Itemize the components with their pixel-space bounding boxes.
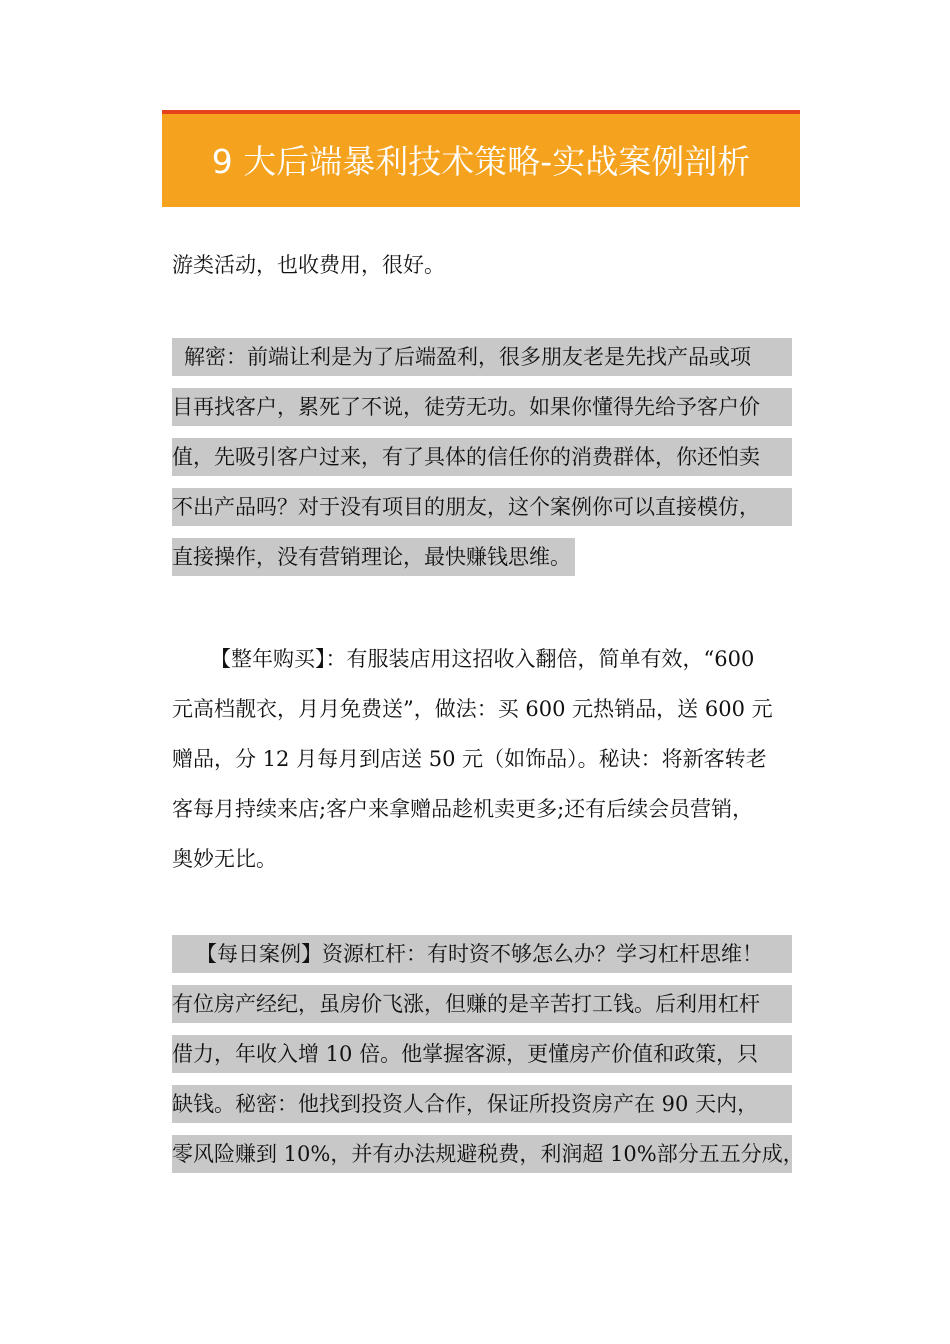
secret-line-3: 值，先吸引客户过来，有了具体的信任你的消费群体，你还怕卖 — [172, 438, 792, 476]
annual-line-2: 元高档靓衣，月月免费送”，做法：买 600 元热销品，送 600 元 — [172, 697, 773, 721]
secret-line-5: 直接操作，没有营销理论，最快赚钱思维。 — [172, 538, 575, 576]
header-banner — [162, 110, 800, 207]
secret-line-2: 目再找客户，累死了不说，徒劳无功。如果你懂得先给予客户价 — [172, 388, 792, 426]
daily-line-4: 缺钱。秘密：他找到投资人合作，保证所投资房产在 90 天内， — [172, 1085, 792, 1123]
annual-line-4: 客每月持续来店;客户来拿赠品趁机卖更多;还有后续会员营销， — [172, 797, 754, 821]
secret-line-1: 解密：前端让利是为了后端盈利，很多朋友老是先找产品或项 — [172, 338, 792, 376]
daily-line-1: 【每日案例】资源杠杆：有时资不够怎么办？学习杠杆思维！ — [172, 935, 792, 973]
daily-line-2: 有位房产经纪，虽房价飞涨，但赚的是辛苦打工钱。后利用杠杆 — [172, 985, 792, 1023]
secret-paragraph — [172, 338, 792, 588]
annual-line-5: 奥妙无比。 — [172, 847, 277, 871]
daily-case-paragraph — [172, 935, 804, 1185]
intro-line-1: 游类活动，也收费用，很好。 — [172, 253, 445, 277]
annual-line-1: 【整年购买】：有服装店用这招收入翻倍，简单有效，“600 — [210, 647, 755, 671]
annual-purchase-paragraph — [172, 640, 792, 890]
daily-line-5: 零风险赚到 10%，并有办法规避税费，利润超 10%部分五五分成， — [172, 1135, 792, 1173]
annual-line-3: 赠品，分 12 月每月到店送 50 元（如饰品）。秘诀：将新客转老 — [172, 747, 767, 771]
banner-title: 9 大后端暴利技术策略-实战案例剖析 — [211, 142, 751, 181]
secret-line-4: 不出产品吗？对于没有项目的朋友，这个案例你可以直接模仿， — [172, 488, 792, 526]
daily-line-3: 借力，年收入增 10 倍。他掌握客源，更懂房产价值和政策，只 — [172, 1035, 792, 1073]
intro-paragraph — [172, 246, 792, 296]
